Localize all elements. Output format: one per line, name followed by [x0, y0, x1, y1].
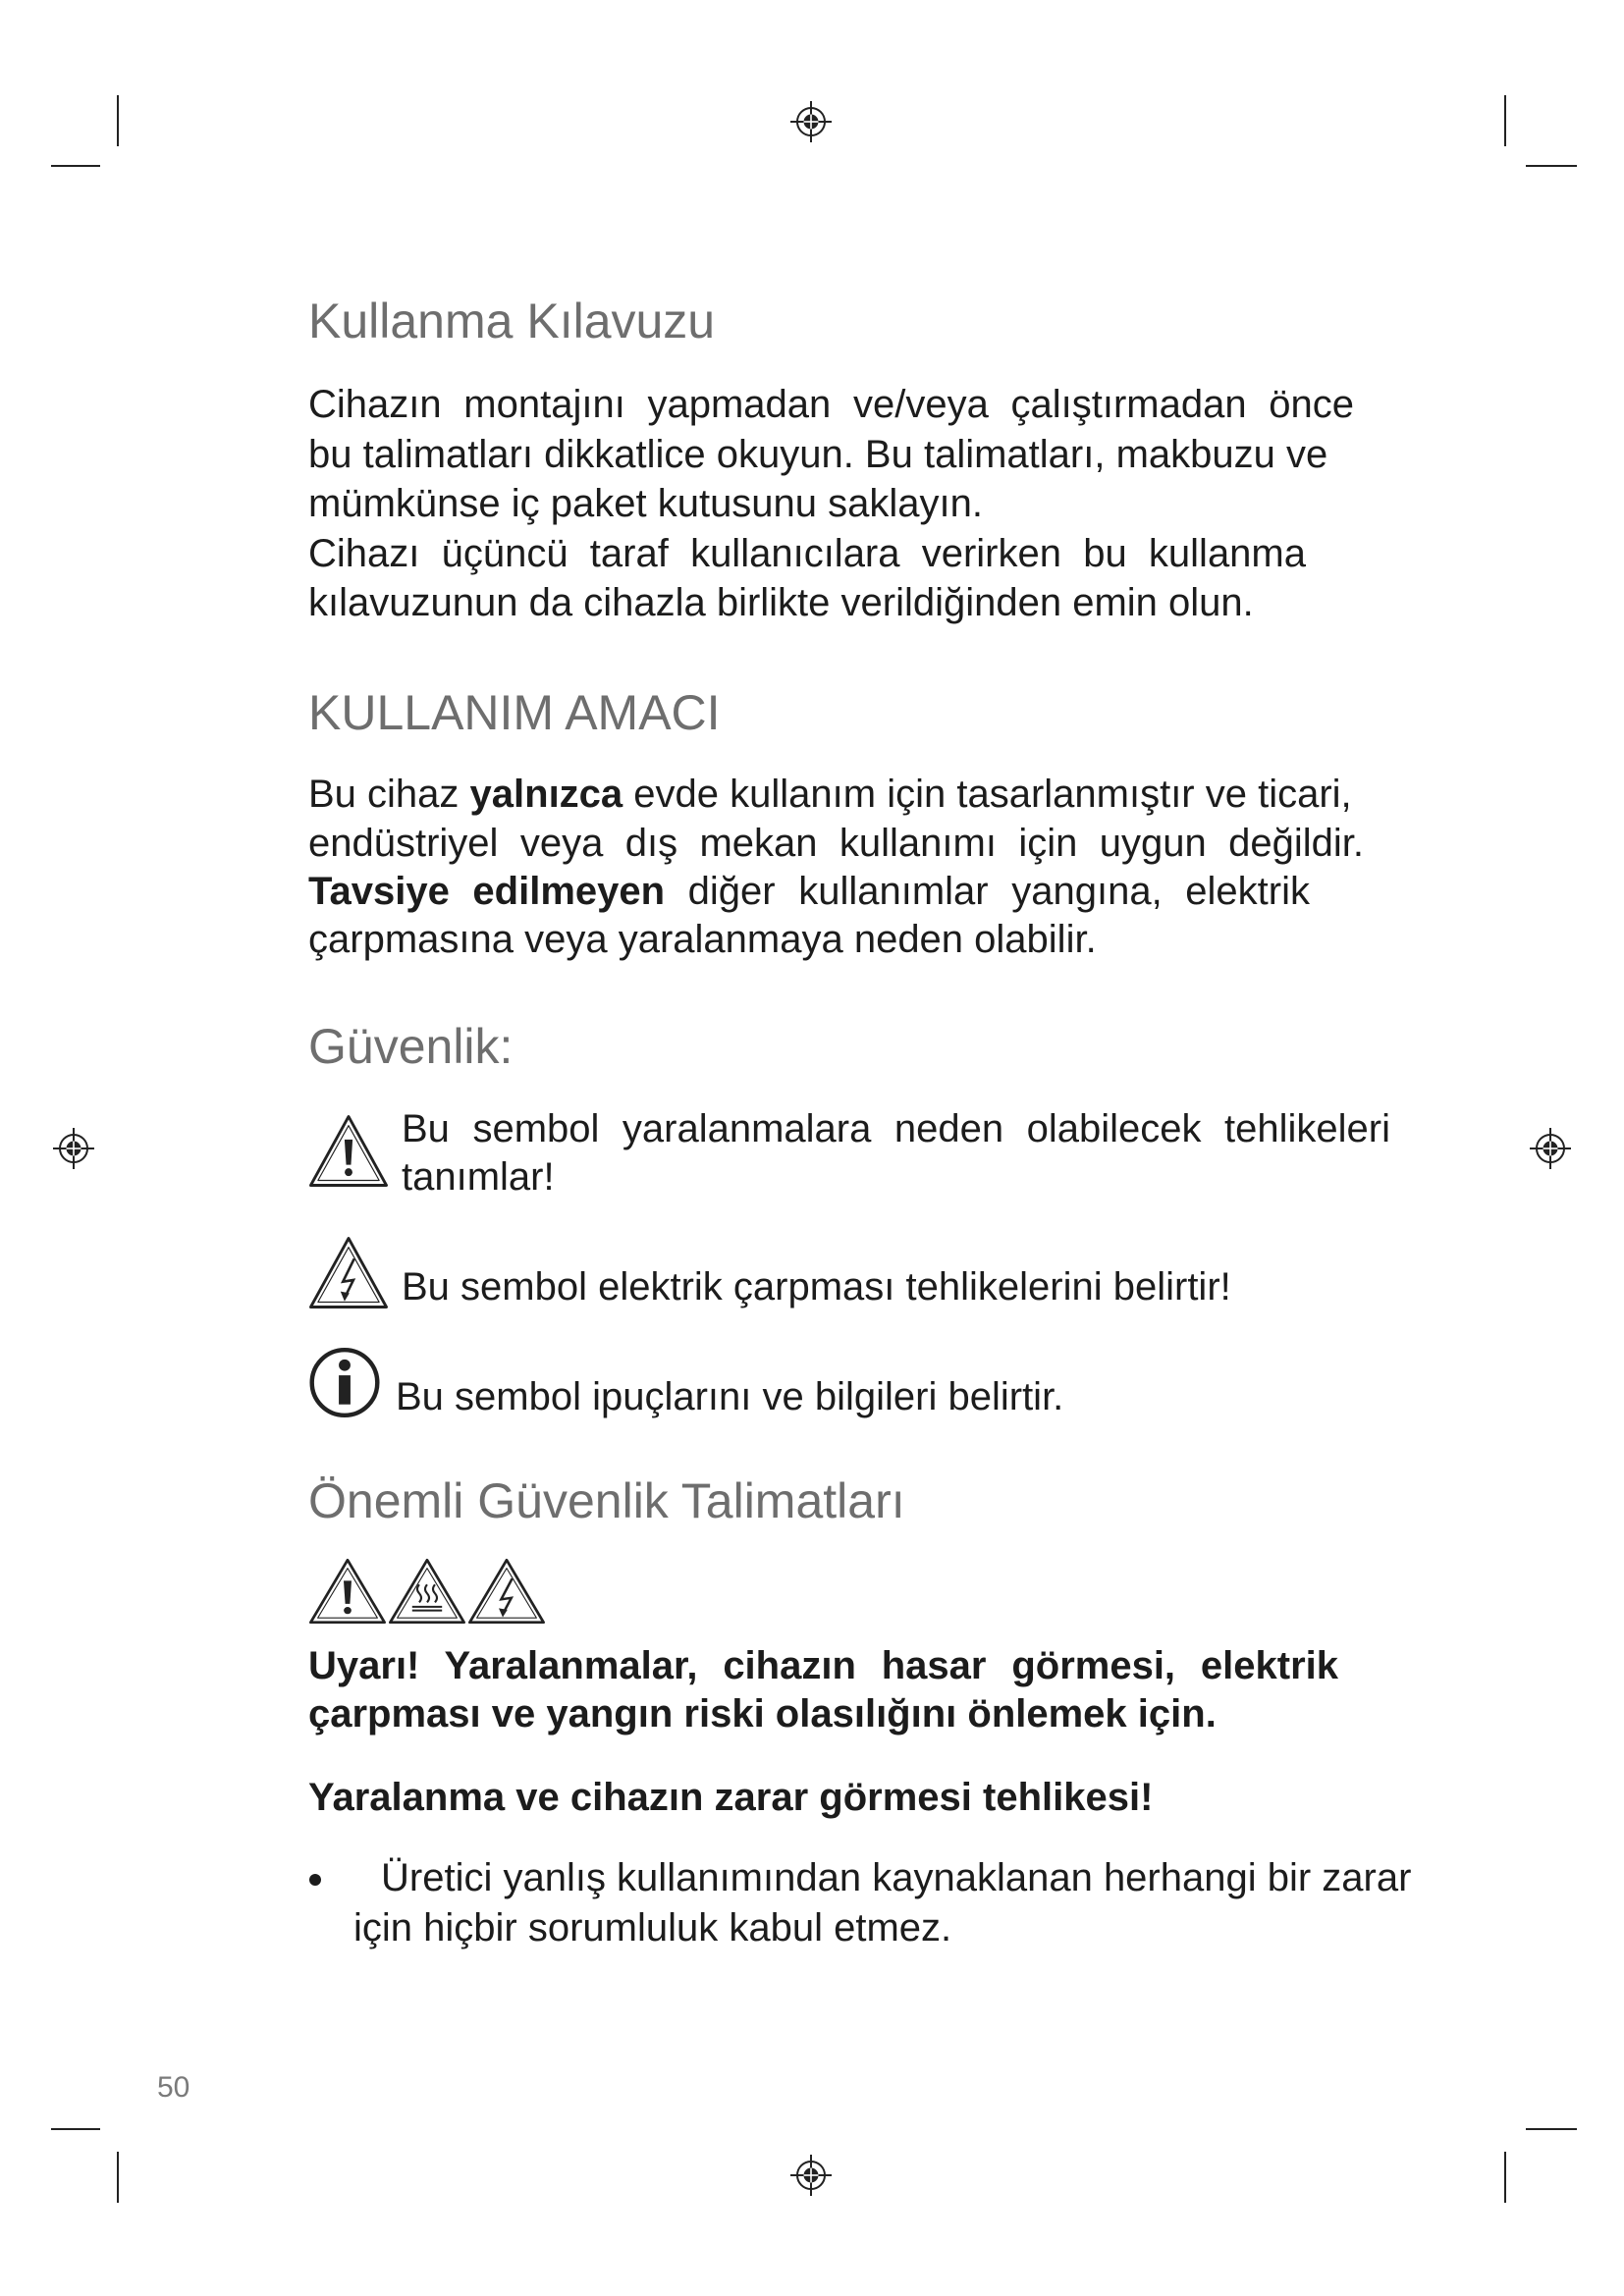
intended-use-text-line [308, 868, 1310, 915]
intended-use-heading: KULLANIM AMACI [308, 685, 721, 740]
warning-text-line: çarpması ve yangın riski olasılığını önlemek için. [308, 1692, 1217, 1735]
registration-mark-right [1530, 1128, 1571, 1169]
emphasis-text: Tavsiye edilmeyen [308, 870, 666, 913]
info-circle-icon [308, 1346, 381, 1419]
electric-shock-triangle-icon [308, 1236, 389, 1309]
hot-surface-triangle-icon [388, 1558, 466, 1625]
symbol-description-line: tanımlar! [402, 1155, 555, 1199]
text-segment: evde kullanım için tasarlanmıştır ve ticari, [623, 773, 1352, 816]
manual-text-line: Cihazın montajını yapmadan ve/veya çalıştırmadan önce [308, 383, 1354, 426]
intended-use-text-line: endüstriyel veya dış mekan kullanımı için uygun değildir. [308, 822, 1364, 865]
bullet-text-line: Üretici yanlış kullanımından kaynaklanan herhangi bir zarar [381, 1856, 1412, 1899]
intended-use-text-line: çarpmasına veya yaralanmaya neden olabilir. [308, 918, 1097, 961]
manual-text-line: kılavuzunun da cihazla birlikte verildiğinden emin olun. [308, 581, 1254, 624]
registration-mark-left [53, 1128, 94, 1169]
text-segment: Bu cihaz [308, 773, 470, 816]
symbol-description-line: Bu sembol ipuçlarını ve bilgileri belirtir. [396, 1375, 1064, 1418]
registration-mark-top [790, 101, 832, 142]
registration-mark-bottom [790, 2155, 832, 2196]
symbol-description-line: Bu sembol elektrik çarpması tehlikelerini belirtir! [402, 1265, 1231, 1308]
important-safety-heading: Önemli Güvenlik Talimatları [308, 1473, 905, 1528]
page-number: 50 [157, 2071, 190, 2104]
hazard-subheading: Yaralanma ve cihazın zarar görmesi tehlikesi! [308, 1776, 1154, 1819]
warning-triangle-icon [308, 1114, 389, 1188]
bullet-point [309, 1874, 321, 1886]
symbol-description-line: Bu sembol yaralanmalara neden olabilecek tehlikeleri [402, 1107, 1390, 1150]
electric-shock-triangle-icon [467, 1558, 546, 1625]
warning-text-line: Uyarı! Yaralanmalar, cihazın hasar görmesi, elektrik [308, 1644, 1338, 1687]
text-segment: diğer kullanımlar yangına, elektrik [665, 870, 1310, 913]
manual-text-line: mümkünse iç paket kutusunu saklayın. [308, 482, 984, 525]
manual-text-line: bu talimatları dikkatlice okuyun. Bu talimatları, makbuzu ve [308, 433, 1328, 476]
warning-triangle-icon [308, 1558, 387, 1625]
safety-heading: Güvenlik: [308, 1019, 514, 1074]
intended-use-text-line [308, 771, 1352, 818]
bullet-text-line: için hiçbir sorumluluk kabul etmez. [353, 1906, 952, 1949]
manual-heading: Kullanma Kılavuzu [308, 294, 716, 348]
manual-text-line: Cihazı üçüncü taraf kullanıcılara verirken bu kullanma [308, 532, 1306, 575]
emphasis-text: yalnızca [469, 773, 623, 816]
